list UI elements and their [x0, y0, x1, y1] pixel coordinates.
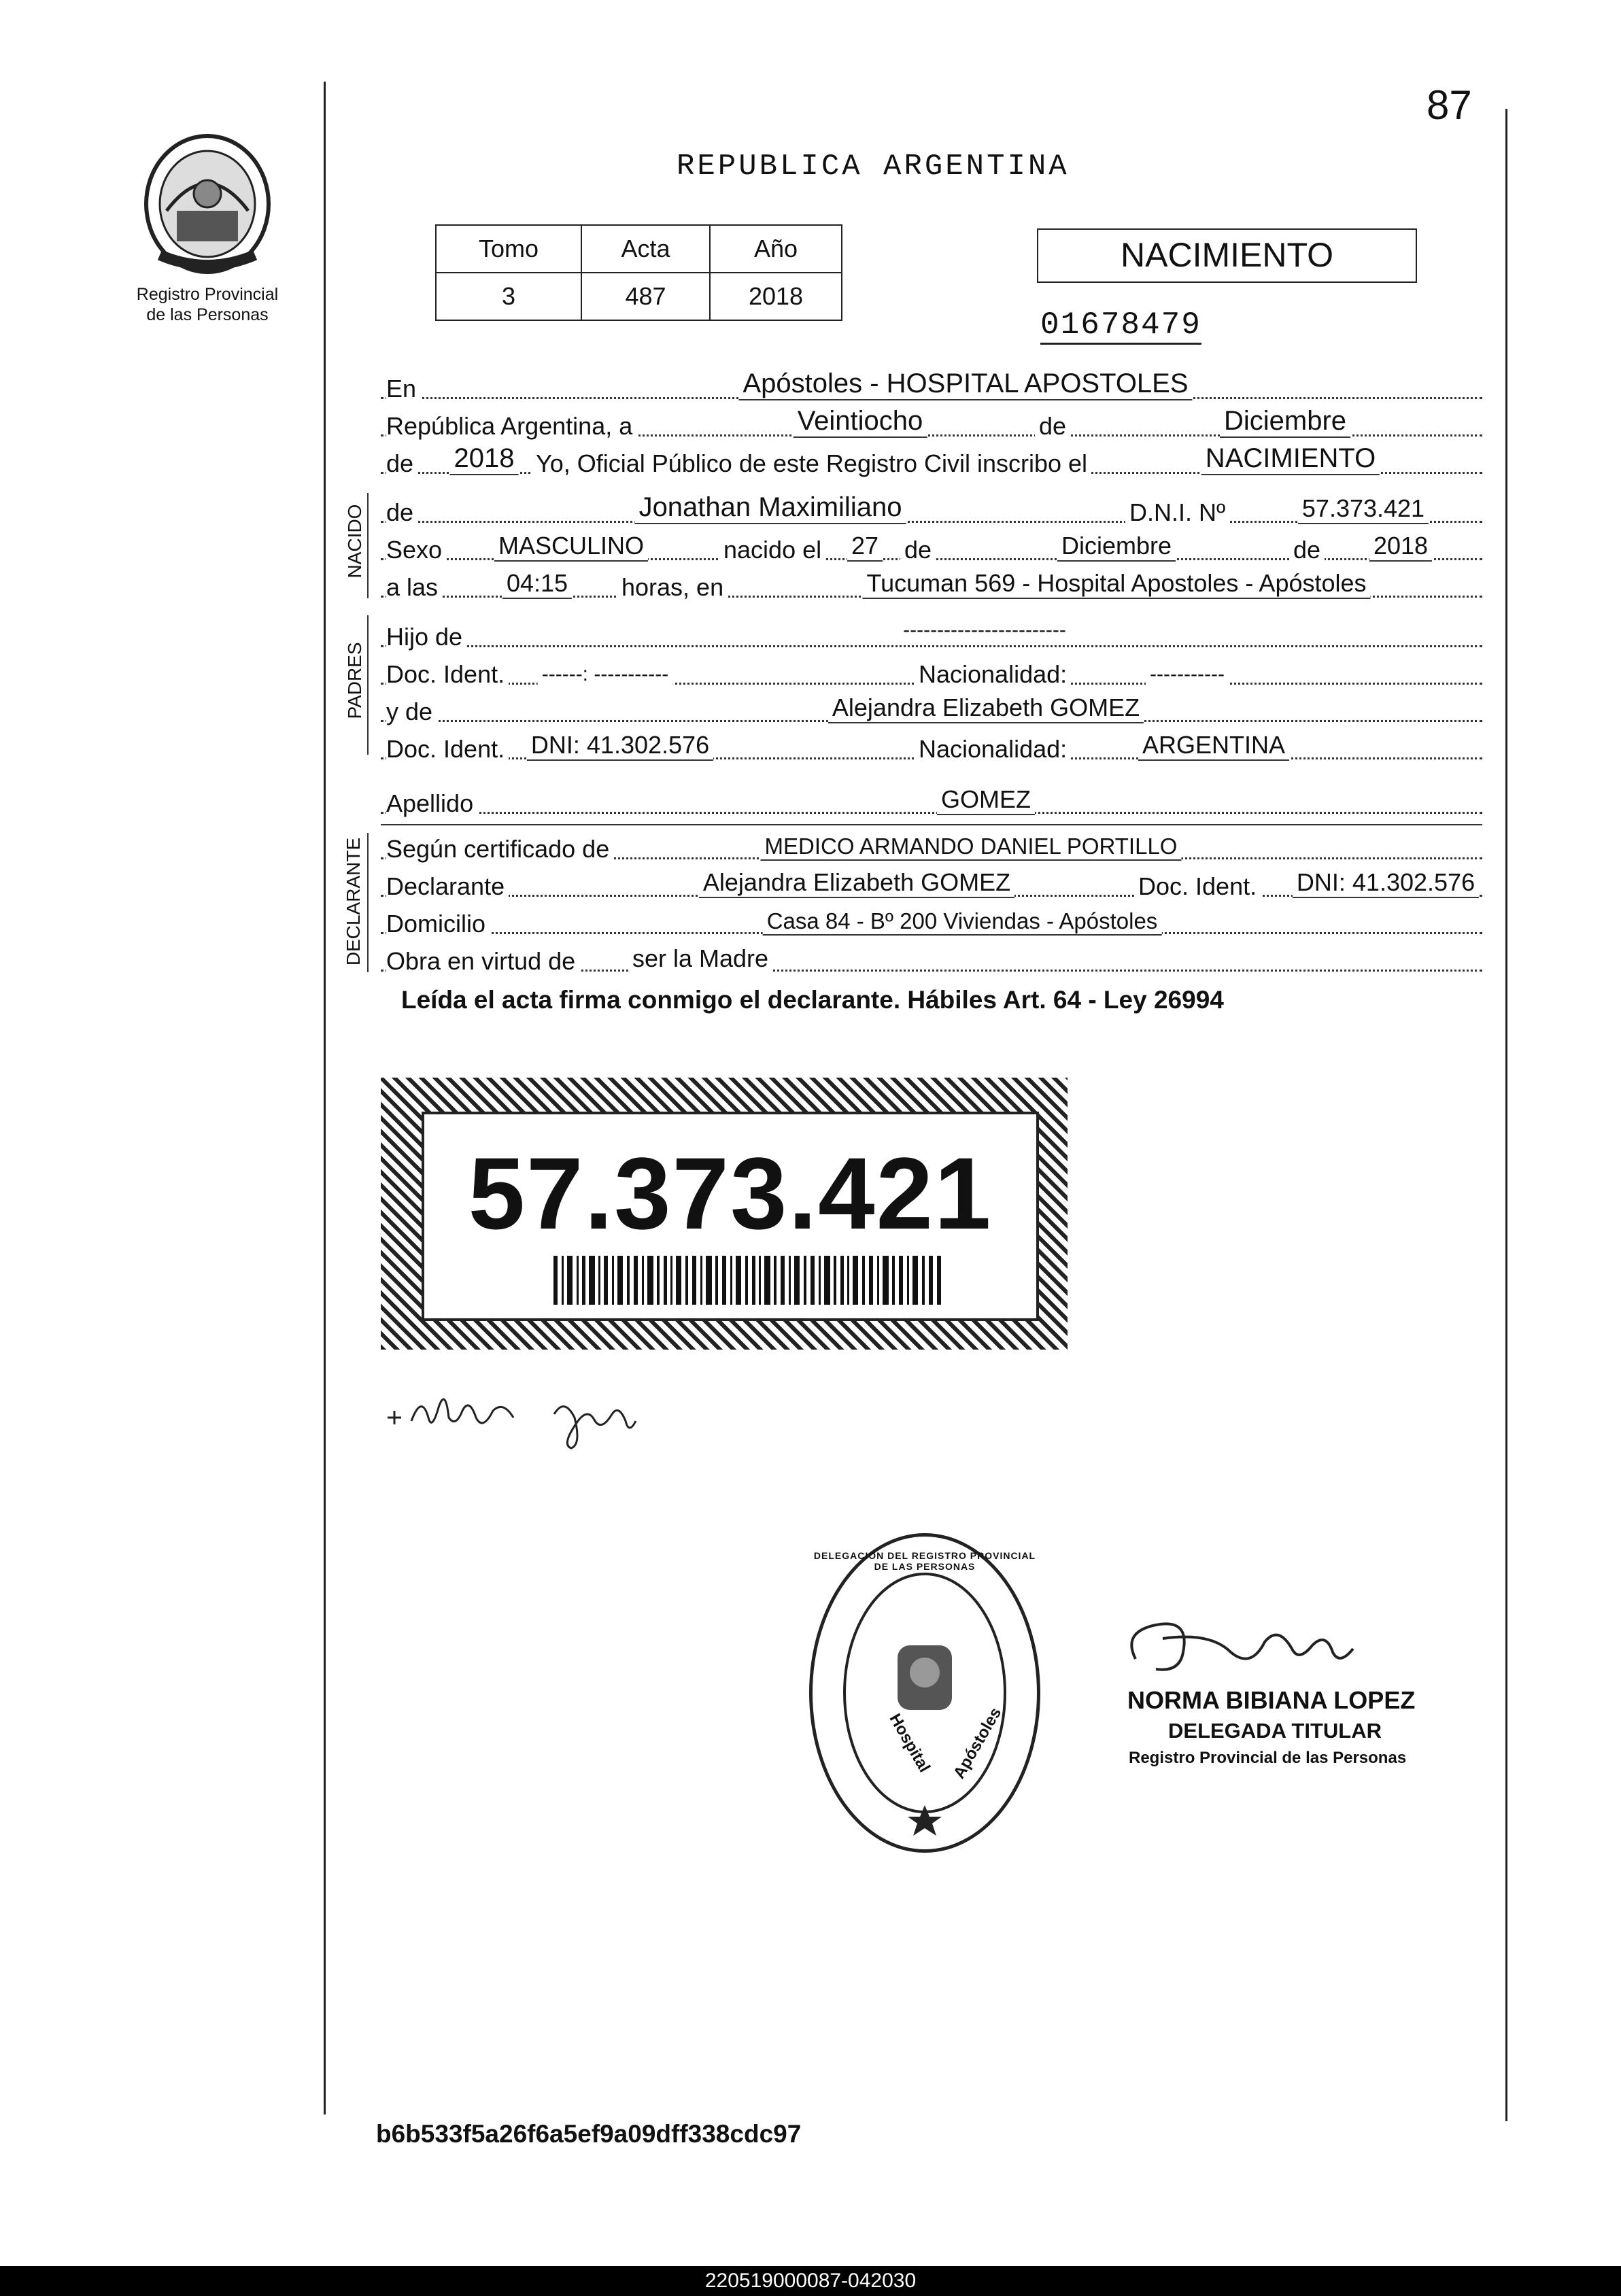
label-hijo-de: Hijo de	[386, 623, 466, 651]
label-doc-ident: Doc. Ident.	[1134, 872, 1261, 901]
label-declarante: Declarante	[386, 872, 509, 901]
footer-code: 220519000087-042030	[704, 2269, 917, 2292]
value-birth-day: 27	[847, 532, 883, 562]
seal-ring-text: DELEGACION DEL REGISTRO PROVINCIAL DE LAS PERSONAS	[813, 1550, 1036, 1572]
value-sexo: MASCULINO	[494, 532, 648, 562]
apellido-underline	[381, 824, 1482, 825]
document-type-box: NACIMIENTO	[1037, 228, 1417, 283]
row-doc-mother	[381, 731, 1482, 765]
declarante-bar	[367, 833, 369, 972]
official-office: Registro Provincial de las Personas	[1129, 1749, 1407, 1767]
province-emblem	[139, 129, 275, 279]
side-label-nacido: NACIDO	[344, 504, 365, 579]
seal-inner-line-2: Apóstoles	[949, 1704, 1006, 1782]
label-de: de	[386, 498, 417, 527]
value-mother: Alejandra Elizabeth GOMEZ	[828, 693, 1144, 723]
value-child-dni: 57.373.421	[1298, 494, 1429, 524]
value-tomo: 3	[436, 273, 581, 320]
footer-code-bar	[0, 2266, 1621, 2296]
label-de: de	[1289, 536, 1325, 564]
legal-legend: Leída el acta firma conmigo el declarante. Hábiles Art. 64 - Ley 26994	[401, 986, 1224, 1014]
nacido-bar	[367, 493, 369, 598]
row-domicilio	[381, 906, 1482, 940]
value-surname: GOMEZ	[937, 785, 1035, 815]
official-title: DELEGADA TITULAR	[1168, 1719, 1382, 1743]
value-hour: 04:15	[502, 569, 572, 599]
row-madre	[381, 693, 1482, 727]
label-horas-en: horas, en	[617, 573, 728, 602]
row-child-name	[381, 494, 1482, 528]
label-doc-ident: Doc. Ident.	[386, 735, 509, 764]
value-father: ------------------------	[899, 619, 1070, 642]
value-declarant: Alejandra Elizabeth GOMEZ	[699, 868, 1014, 898]
logo-caption	[126, 284, 289, 325]
value-record-type: NACIMIENTO	[1201, 443, 1380, 475]
label-de: de	[900, 536, 936, 564]
value-month: Diciembre	[1220, 406, 1350, 438]
official-name: NORMA BIBIANA LOPEZ	[1127, 1686, 1416, 1714]
label-nacionalidad: Nacionalidad:	[915, 735, 1071, 764]
row-sexo	[381, 532, 1482, 566]
value-year: 2018	[450, 443, 519, 475]
value-anio: 2018	[710, 273, 842, 320]
row-doc-father	[381, 656, 1482, 690]
record-table	[435, 224, 842, 321]
barcode	[553, 1256, 941, 1305]
label-a-las: a las	[386, 573, 442, 602]
value-place: Apóstoles - HOSPITAL APOSTOLES	[738, 369, 1192, 400]
label-nacido-el: nacido el	[719, 536, 825, 564]
row-certificado	[381, 831, 1482, 865]
logo-line-1: Registro Provincial	[136, 285, 279, 304]
seal-inner-line-1: Hospital	[885, 1710, 934, 1776]
label-de: de	[386, 449, 417, 478]
dni-stamp-inner	[422, 1112, 1039, 1321]
logo-line-2: de las Personas	[146, 305, 269, 324]
value-declarant-doc: DNI: 41.302.576	[1293, 868, 1479, 898]
label-obra: Obra en virtud de	[386, 947, 579, 976]
value-certifier: MEDICO ARMANDO DANIEL PORTILLO	[761, 834, 1182, 861]
padres-bar	[367, 615, 369, 755]
side-label-padres: PADRES	[344, 642, 365, 719]
row-hijo	[381, 619, 1482, 653]
registry-seal	[809, 1533, 1040, 1853]
value-father-doc: ------: -----------	[538, 663, 673, 686]
label-apellido: Apellido	[386, 789, 477, 818]
header-anio: Año	[710, 225, 842, 273]
label-sexo: Sexo	[386, 536, 446, 564]
label-republica: República Argentina, a	[386, 412, 636, 441]
row-en	[381, 371, 1482, 405]
value-day-words: Veintiocho	[794, 406, 927, 438]
label-oficial: Yo, Oficial Público de este Registro Civil inscribo el	[532, 449, 1091, 478]
left-margin-line	[324, 82, 326, 2114]
header-tomo: Tomo	[436, 225, 581, 273]
right-margin-line	[1505, 109, 1507, 2121]
label-domicilio: Domicilio	[386, 910, 490, 938]
value-mother-doc: DNI: 41.302.576	[527, 731, 713, 761]
value-address: Casa 84 - Bº 200 Viviendas - Apóstoles	[763, 908, 1162, 936]
label-en: En	[386, 375, 420, 403]
label-doc-ident: Doc. Ident.	[386, 660, 509, 689]
official-signature	[1115, 1611, 1401, 1686]
value-birth-year: 2018	[1369, 532, 1432, 562]
label-de: de	[1035, 412, 1070, 441]
value-child-name: Jonathan Maximiliano	[635, 492, 906, 524]
value-father-nationality: -----------	[1146, 663, 1229, 686]
serial-number: 01678479	[1040, 307, 1201, 345]
value-acta: 487	[581, 273, 710, 320]
row-obra	[381, 943, 1482, 977]
dni-stamp	[381, 1078, 1068, 1350]
value-birth-place: Tucuman 569 - Hospital Apostoles - Apóstoles	[862, 569, 1370, 599]
dotted-line	[381, 812, 1482, 814]
dni-stamp-number: 57.373.421	[468, 1136, 993, 1250]
label-nacionalidad: Nacionalidad:	[915, 660, 1071, 689]
row-declarante	[381, 868, 1482, 902]
value-birth-month: Diciembre	[1057, 532, 1176, 562]
side-label-declarante: DECLARANTE	[343, 837, 364, 966]
row-year	[381, 445, 1482, 479]
document-hash: b6b533f5a26f6a5ef9a09dff338cdc97	[376, 2120, 802, 2148]
declarant-signature	[384, 1380, 670, 1455]
row-republica	[381, 408, 1482, 442]
label-dni: D.N.I. Nº	[1125, 498, 1229, 527]
row-apellido	[381, 785, 1482, 819]
value-reason: ser la Madre	[628, 944, 772, 973]
label-y-de: y de	[386, 698, 437, 726]
page-title: REPUBLICA ARGENTINA	[677, 150, 1070, 184]
page-number: 87	[1427, 82, 1472, 128]
dotted-line	[381, 645, 1482, 647]
value-mother-nationality: ARGENTINA	[1138, 731, 1289, 761]
header-acta: Acta	[581, 225, 710, 273]
row-hora	[381, 569, 1482, 603]
label-certificado: Según certificado de	[386, 835, 613, 863]
